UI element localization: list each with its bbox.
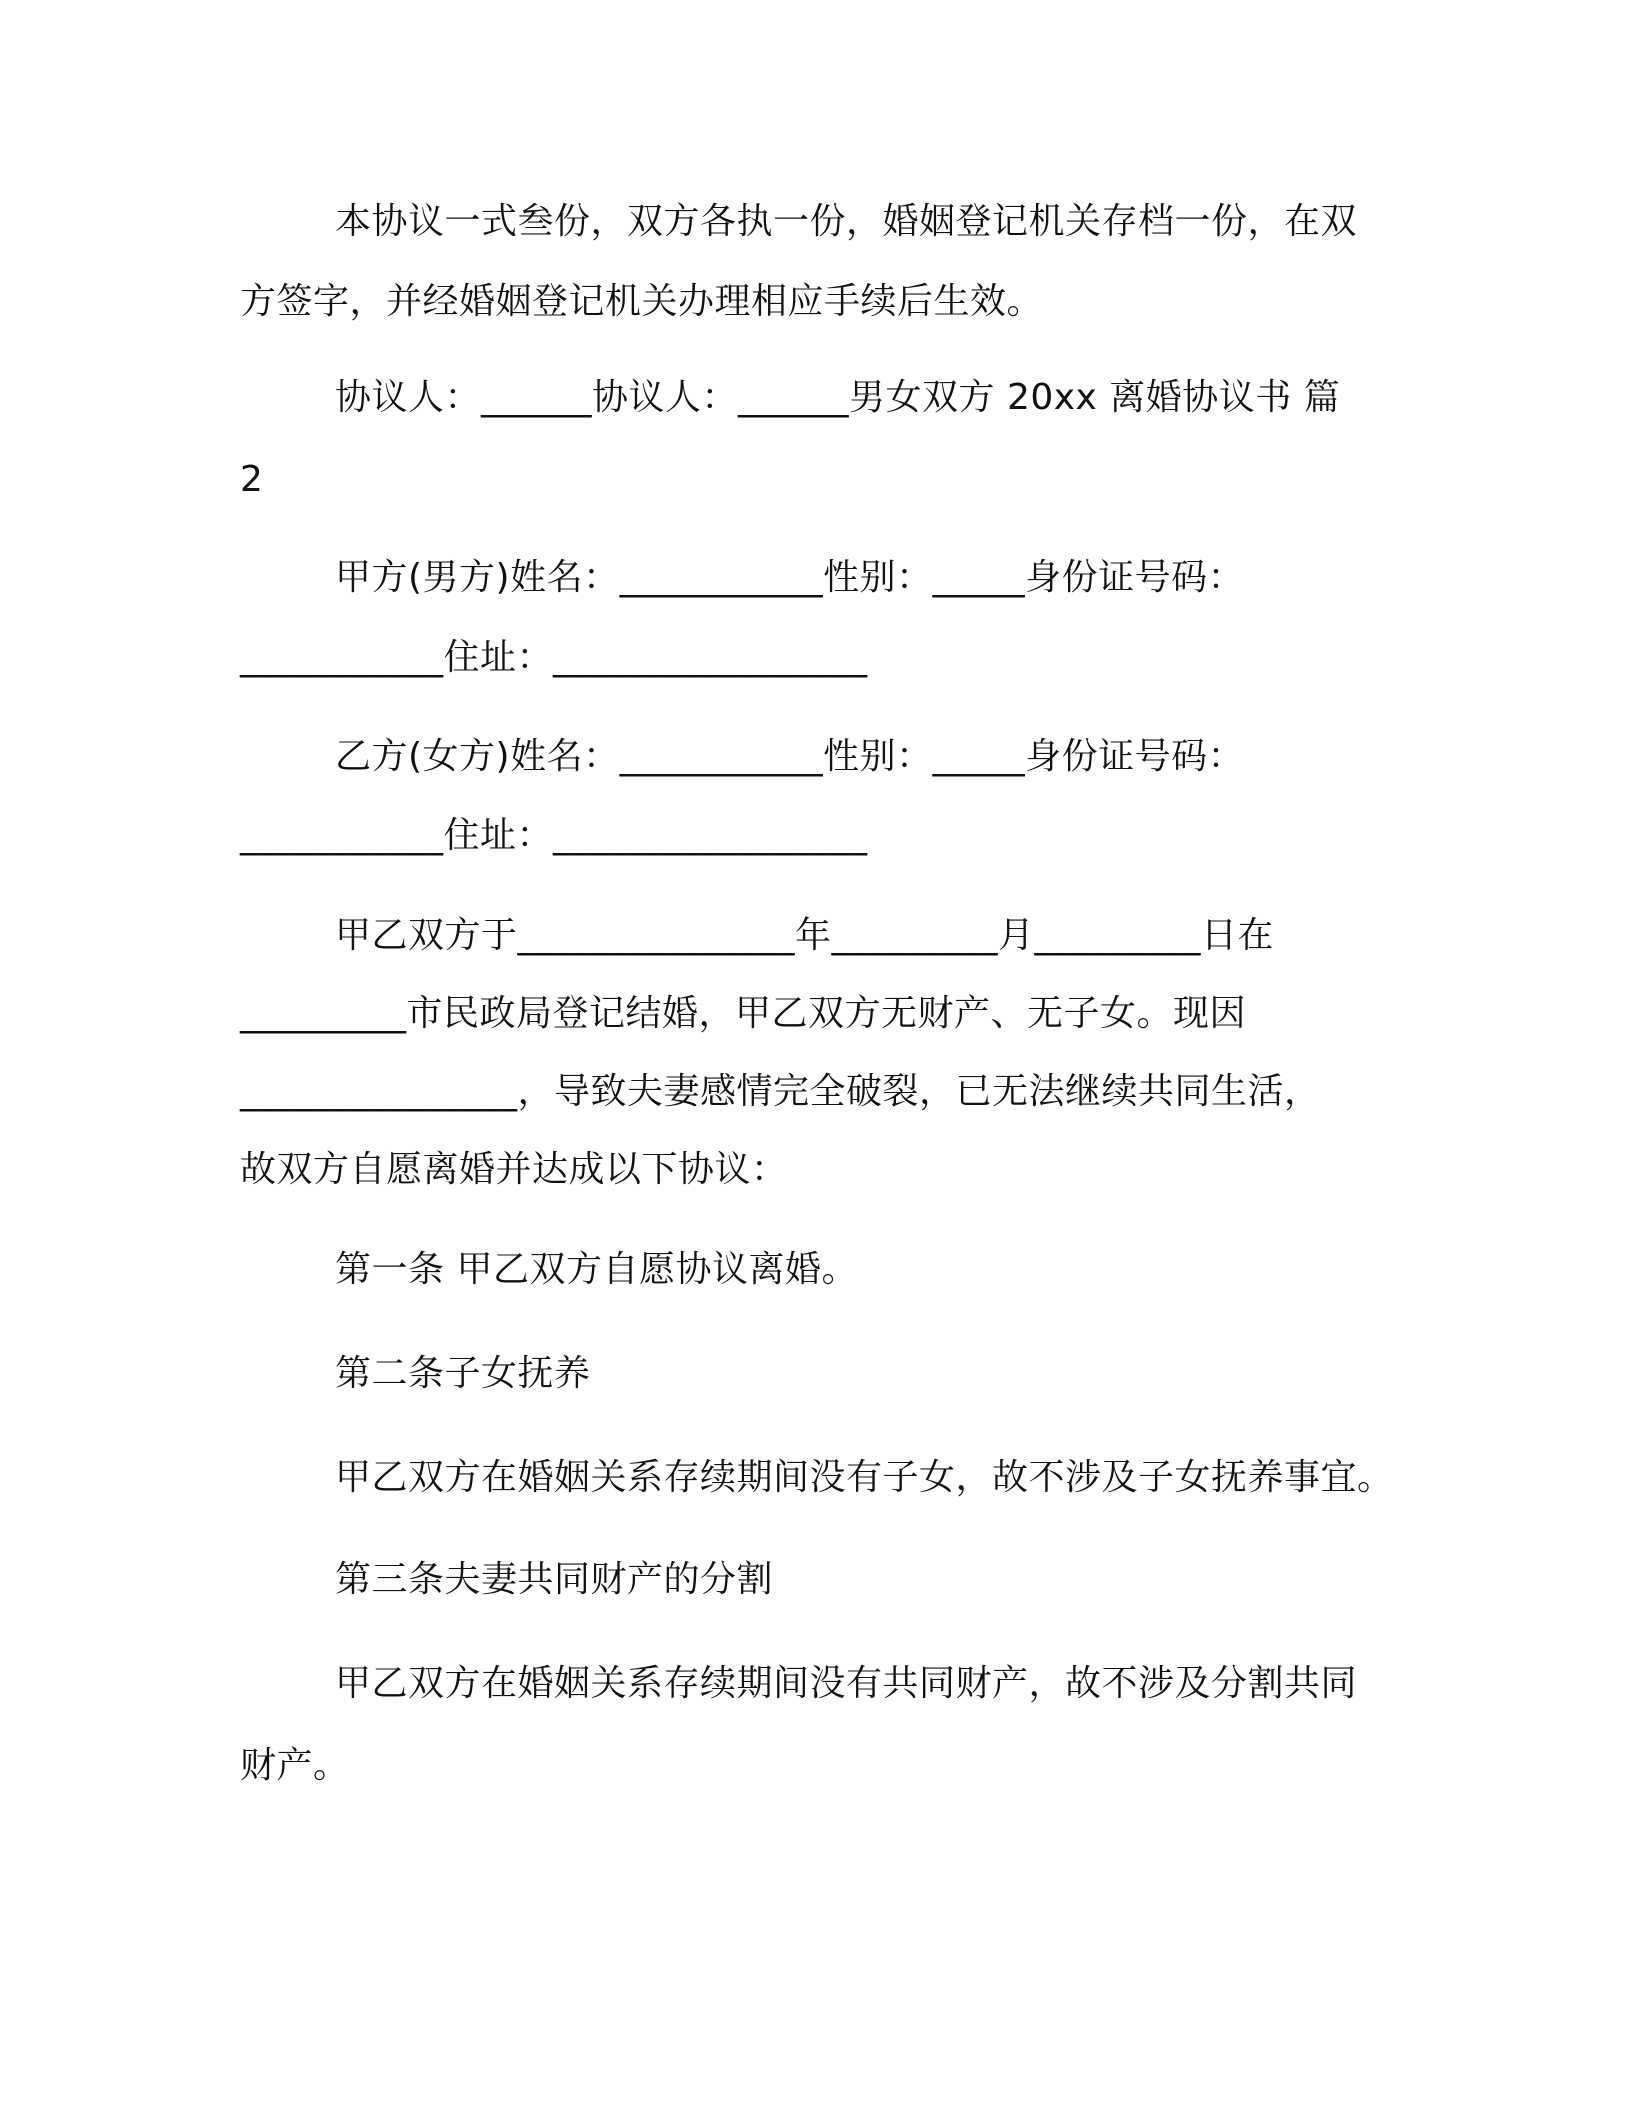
article-heading: 第二条子女抚养 <box>335 1353 591 1394</box>
paragraph-line: _________市民政局登记结婚，甲乙双方无财产、无子女。现因 <box>240 993 1247 1034</box>
article-heading: 第三条夫妻共同财产的分割 <box>335 1559 774 1600</box>
paragraph-line: 方签字，并经婚姻登记机关办理相应手续后生效。 <box>240 281 1044 322</box>
paragraph-line: 故双方自愿离婚并达成以下协议： <box>240 1149 788 1190</box>
paragraph-line: 甲乙双方于_______________年_________月_________日在 <box>335 915 1275 956</box>
party-a-line: 甲方(男方)姓名：___________性别：_____身份证号码： <box>335 557 1245 598</box>
party-b-line: 乙方(女方)姓名：___________性别：_____身份证号码： <box>335 736 1245 777</box>
signatory-line: 协议人：______协议人：______男女双方 20xx 离婚协议书 篇 <box>335 377 1341 418</box>
article-heading: 第一条 甲乙双方自愿协议离婚。 <box>335 1249 858 1290</box>
paragraph-line: 财产。 <box>240 1745 350 1786</box>
paragraph-line: 甲乙双方在婚姻关系存续期间没有共同财产，故不涉及分割共同 <box>335 1663 1358 1704</box>
paragraph-line: 甲乙双方在婚姻关系存续期间没有子女，故不涉及子女抚养事宜。 <box>335 1457 1394 1498</box>
party-b-address-line: ___________住址：_________________ <box>240 815 868 856</box>
party-a-address-line: ___________住址：_________________ <box>240 637 868 678</box>
paragraph-line: _______________，导致夫妻感情完全破裂，已无法继续共同生活， <box>240 1071 1321 1112</box>
section-number: 2 <box>240 459 264 500</box>
paragraph-line: 本协议一式叁份，双方各执一份，婚姻登记机关存档一份，在双 <box>335 201 1358 242</box>
